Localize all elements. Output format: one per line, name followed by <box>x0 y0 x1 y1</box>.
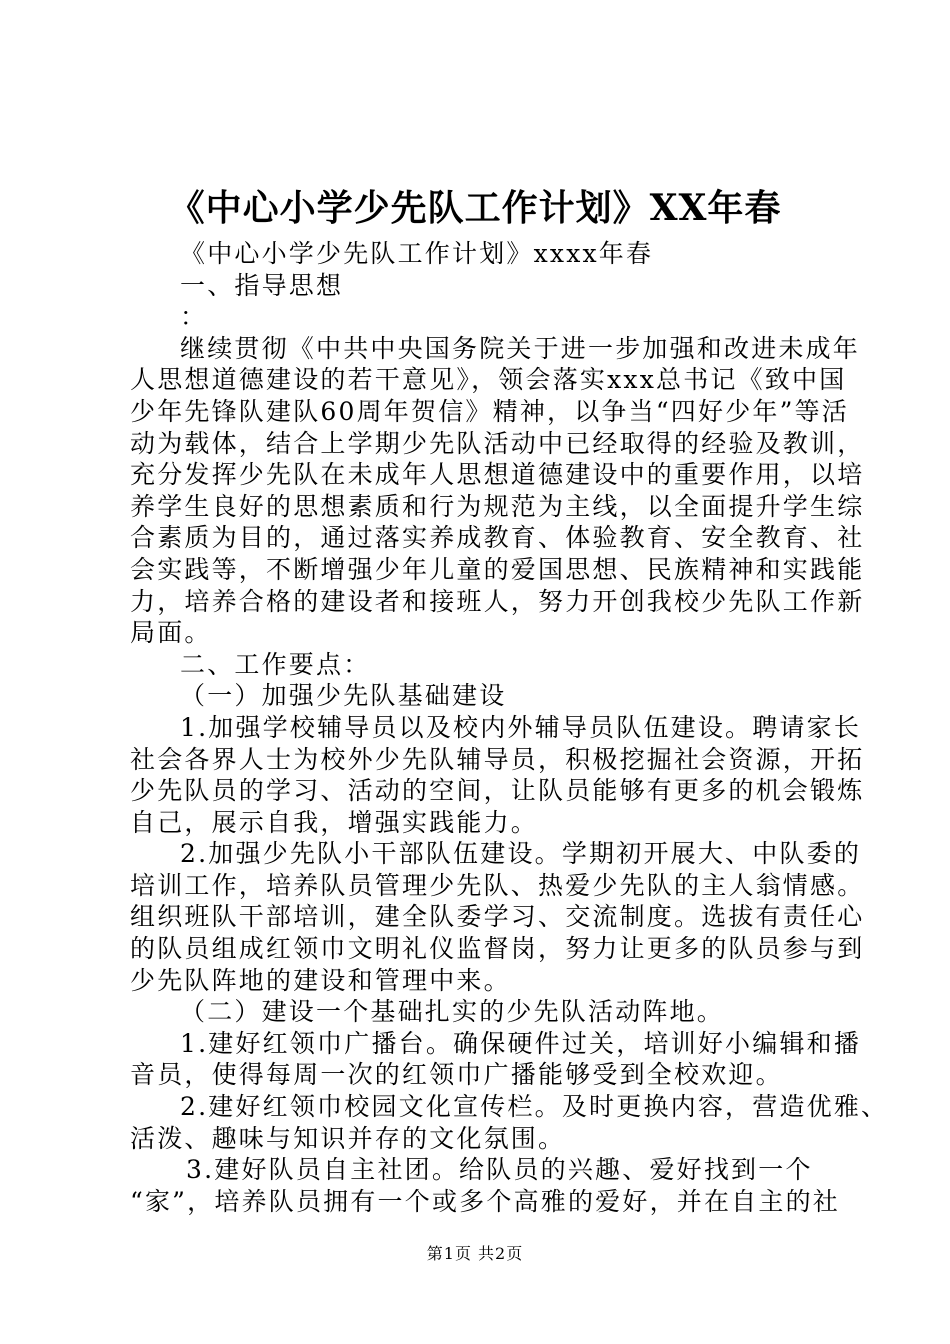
paragraph-line: 少先队员的学习、活动的空间，让队员能够有更多的机会锻炼 <box>130 776 865 806</box>
paragraph-line: 少先队阵地的建设和管理中来。 <box>130 965 511 995</box>
subtitle-line: 《中心小学少先队工作计划》xxxx年春 <box>180 239 654 268</box>
paragraph-line: 动为载体，结合上学期少先队活动中已经取得的经验及教训， <box>130 428 865 458</box>
paragraph-line: 合素质为目的，通过落实养成教育、体验教育、安全教育、社 <box>130 523 865 553</box>
paragraph-line: 的队员组成红领巾文明礼仪监督岗，努力让更多的队员参与到 <box>130 934 865 964</box>
paragraph-line: 自己，展示自我，增强实践能力。 <box>130 807 539 837</box>
paragraph-line: 组织班队干部培训，建全队委学习、交流制度。选拔有责任心 <box>130 902 865 932</box>
page-footer: 第1页 共2页 <box>426 1244 524 1263</box>
section-heading-1: 一、指导思想 <box>180 270 344 300</box>
paragraph-line: 活泼、趣味与知识并存的文化氛围。 <box>130 1123 566 1153</box>
paragraph-line: “家”，培养队员拥有一个或多个高雅的爱好，并在自主的社 <box>130 1186 840 1216</box>
paragraph-line: 养学生良好的思想素质和行为规范为主线，以全面提升学生综 <box>130 491 865 521</box>
paragraph-line: 社会各界人士为校外少先队辅导员，积极挖掘社会资源，开拓 <box>130 744 865 774</box>
list-item-line: 1.加强学校辅导员以及校内外辅导员队伍建设。聘请家长 <box>180 712 862 742</box>
subsection-heading: （一）加强少先队基础建设 <box>180 681 507 711</box>
paragraph-line: 会实践等，不断增强少年儿童的爱国思想、民族精神和实践能 <box>130 554 865 584</box>
subsection-heading: （二）建设一个基础扎实的少先队活动阵地。 <box>180 997 725 1027</box>
list-item-line: 2.加强少先队小干部队伍建设。学期初开展大、中队委的 <box>180 839 862 869</box>
paragraph-line: 音员，使得每周一次的红领巾广播能够受到全校欢迎。 <box>130 1060 783 1090</box>
document-body <box>130 238 889 1217</box>
document-title: 《中心小学少先队工作计划》XX年春 <box>168 187 782 229</box>
paragraph-line: 充分发挥少先队在未成年人思想道德建设中的重要作用，以培 <box>130 460 865 490</box>
paragraph-line: 局面。 <box>130 618 212 648</box>
list-item-line: 3.建好队员自主社团。给队员的兴趣、爱好找到一个 <box>186 1155 813 1185</box>
paragraph-line: 培训工作，培养队员管理少先队、热爱少先队的主人翁情感。 <box>130 870 865 900</box>
section-heading-2: 二、工作要点： <box>180 649 371 679</box>
list-item-line: 2.建好红领巾校园文化宣传栏。及时更换内容，营造优雅、 <box>180 1092 889 1122</box>
paragraph-line: 继续贯彻《中共中央国务院关于进一步加强和改进未成年 <box>180 333 861 363</box>
paragraph-line: 人思想道德建设的若干意见》，领会落实xxx总书记《致中国 <box>130 365 847 395</box>
text-line: ： <box>180 302 208 332</box>
paragraph-line: 少年先锋队建队60周年贺信》精神，以争当“四好少年”等活 <box>130 396 849 426</box>
paragraph-line: 力，培养合格的建设者和接班人，努力开创我校少先队工作新 <box>130 586 865 616</box>
list-item-line: 1.建好红领巾广播台。确保硬件过关，培训好小编辑和播 <box>180 1028 862 1058</box>
